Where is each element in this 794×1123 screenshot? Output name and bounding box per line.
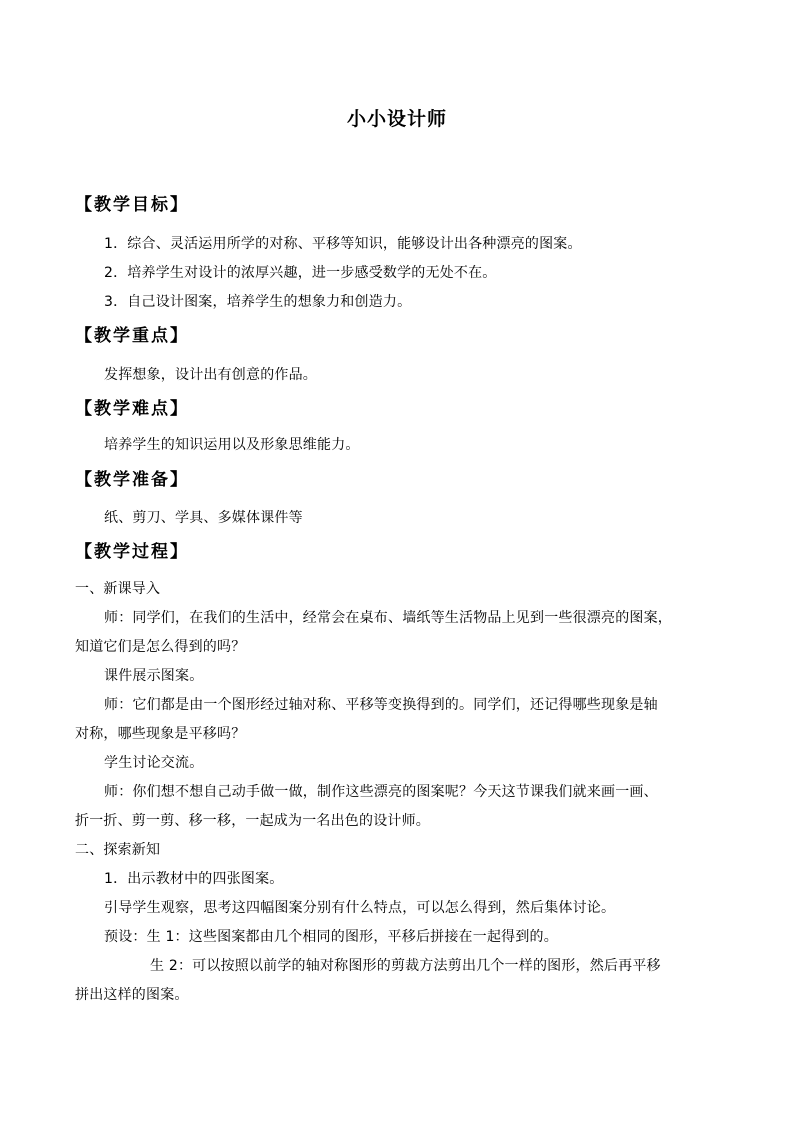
goal-item: 3．自己设计图案，培养学生的想象力和创造力。 <box>104 294 412 310</box>
page-title: 小小设计师 <box>346 108 447 130</box>
process-line: 师：同学们，在我们的生活中，经常会在桌布、墙纸等生活物品上见到一些很漂亮的图案， <box>104 610 672 626</box>
process-line: 师：你们想不想自己动手做一做，制作这些漂亮的图案呢？今天这节课我们就来画一画、 <box>104 784 658 800</box>
process-subheading: 一、新课导入 <box>75 581 161 597</box>
key-points-text: 发挥想象，设计出有创意的作品。 <box>104 367 317 383</box>
section-heading-process: 【教学过程】 <box>75 542 189 562</box>
section-heading-preparation: 【教学准备】 <box>75 470 189 490</box>
process-line: 知道它们是怎么得到的吗？ <box>75 639 246 655</box>
process-line: 1．出示教材中的四张图案。 <box>104 871 284 887</box>
process-line: 学生讨论交流。 <box>104 755 204 771</box>
process-line: 拼出这样的图案。 <box>75 987 189 1003</box>
difficulties-text: 培养学生的知识运用以及形象思维能力。 <box>104 437 360 453</box>
preparation-text: 纸、剪刀、学具、多媒体课件等 <box>104 510 303 526</box>
process-line: 对称，哪些现象是平移吗？ <box>75 726 246 742</box>
process-line: 课件展示图案。 <box>104 668 204 684</box>
process-line: 师：它们都是由一个图形经过轴对称、平移等变换得到的。同学们，还记得哪些现象是轴 <box>104 697 658 713</box>
section-heading-difficulties: 【教学难点】 <box>75 399 189 419</box>
process-line: 折一折、剪一剪、移一移，一起成为一名出色的设计师。 <box>75 813 430 829</box>
goal-item: 2．培养学生对设计的浓厚兴趣，进一步感受数学的无处不在。 <box>104 265 497 281</box>
process-subheading: 二、探索新知 <box>75 842 161 858</box>
section-heading-goals: 【教学目标】 <box>75 195 189 215</box>
process-line: 引导学生观察，思考这四幅图案分别有什么特点，可以怎么得到，然后集体讨论。 <box>104 900 616 916</box>
process-line: 生 2：可以按照以前学的轴对称图形的剪裁方法剪出几个一样的图形，然后再平移 <box>150 958 661 974</box>
process-line: 预设：生 1：这些图案都由几个相同的图形，平移后拼接在一起得到的。 <box>104 929 558 945</box>
section-heading-key-points: 【教学重点】 <box>75 326 189 346</box>
goal-item: 1．综合、灵活运用所学的对称、平移等知识，能够设计出各种漂亮的图案。 <box>104 236 582 252</box>
